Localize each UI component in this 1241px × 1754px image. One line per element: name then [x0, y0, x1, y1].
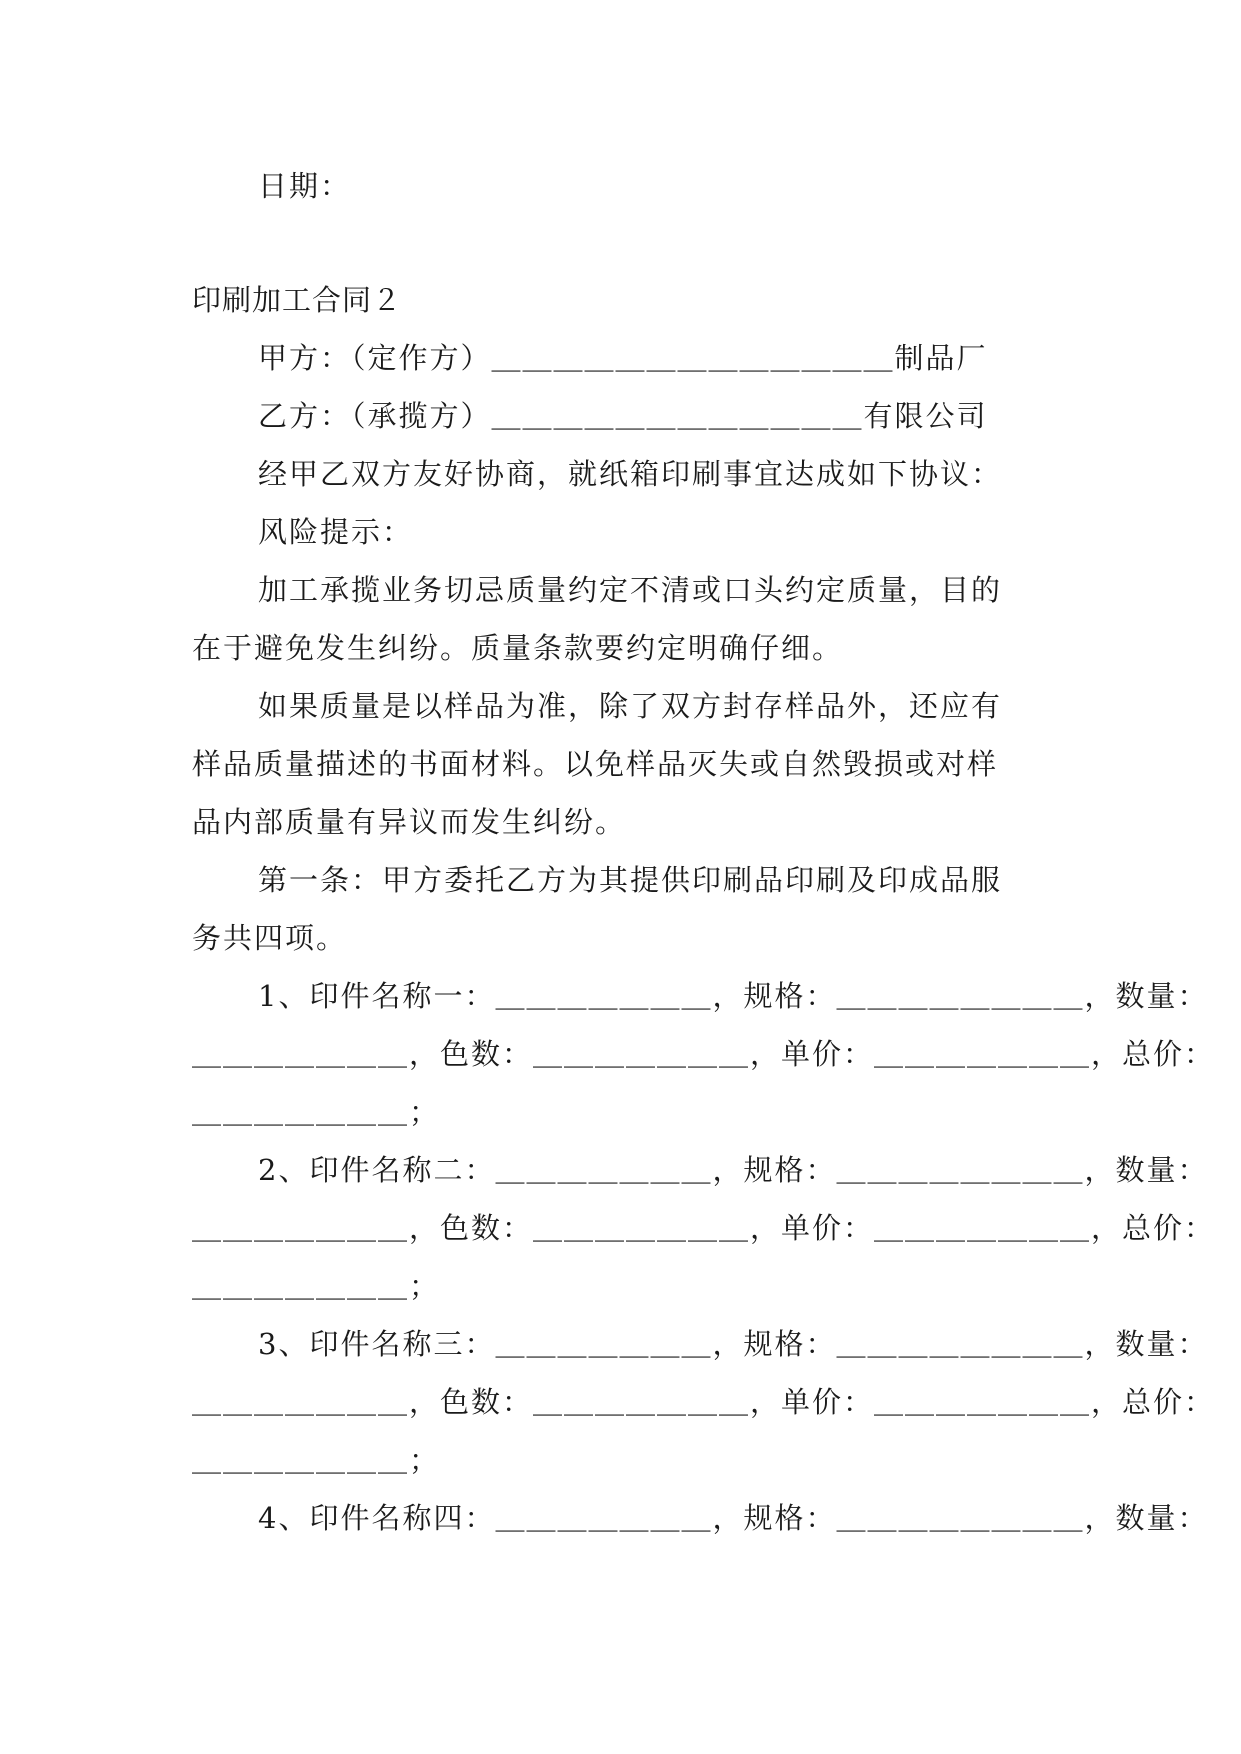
risk-paragraph-1-line-1: 加工承揽业务切忌质量约定不清或口头约定质量，目的: [258, 573, 1003, 607]
risk-paragraph-2-line-1: 如果质量是以样品为准，除了双方封存样品外，还应有: [258, 689, 1003, 723]
article-1-line-2: 务共四项。: [192, 921, 348, 955]
item-2-line-1: 2、印件名称二：＿＿＿＿＿＿＿，规格：＿＿＿＿＿＿＿＿，数量：: [258, 1153, 1209, 1187]
item-1-line-3: ＿＿＿＿＿＿＿；: [192, 1095, 441, 1129]
party-a-line: 甲方：（定作方）＿＿＿＿＿＿＿＿＿＿＿＿＿制品厂: [258, 341, 988, 375]
risk-paragraph-2-line-3: 品内部质量有异议而发生纠纷。: [192, 805, 627, 839]
risk-paragraph-1-line-2: 在于避免发生纠纷。质量条款要约定明确仔细。: [192, 631, 844, 665]
item-3-line-3: ＿＿＿＿＿＿＿；: [192, 1443, 441, 1477]
intro-line: 经甲乙双方友好协商，就纸箱印刷事宜达成如下协议：: [258, 457, 1003, 491]
item-3-line-2: ＿＿＿＿＿＿＿，色数：＿＿＿＿＿＿＿，单价：＿＿＿＿＿＿＿，总价：: [192, 1385, 1216, 1419]
item-4-line-1: 4、印件名称四：＿＿＿＿＿＿＿，规格：＿＿＿＿＿＿＿＿，数量：: [258, 1501, 1209, 1535]
item-2-line-2: ＿＿＿＿＿＿＿，色数：＿＿＿＿＿＿＿，单价：＿＿＿＿＿＿＿，总价：: [192, 1211, 1216, 1245]
item-2-line-3: ＿＿＿＿＿＿＿；: [192, 1269, 441, 1303]
item-1-line-1: 1、印件名称一：＿＿＿＿＿＿＿，规格：＿＿＿＿＿＿＿＿，数量：: [258, 979, 1209, 1013]
article-1-line-1: 第一条：甲方委托乙方为其提供印刷品印刷及印成品服: [258, 863, 1003, 897]
risk-paragraph-2-line-2: 样品质量描述的书面材料。以免样品灭失或自然毁损或对样: [192, 747, 999, 781]
risk-heading: 风险提示：: [258, 515, 414, 549]
party-b-line: 乙方：（承揽方）＿＿＿＿＿＿＿＿＿＿＿＿有限公司: [258, 399, 988, 433]
item-3-line-1: 3、印件名称三：＿＿＿＿＿＿＿，规格：＿＿＿＿＿＿＿＿，数量：: [258, 1327, 1209, 1361]
date-label: 日期：: [258, 169, 352, 203]
contract-title: 印刷加工合同２: [192, 283, 403, 317]
item-1-line-2: ＿＿＿＿＿＿＿，色数：＿＿＿＿＿＿＿，单价：＿＿＿＿＿＿＿，总价：: [192, 1037, 1216, 1071]
